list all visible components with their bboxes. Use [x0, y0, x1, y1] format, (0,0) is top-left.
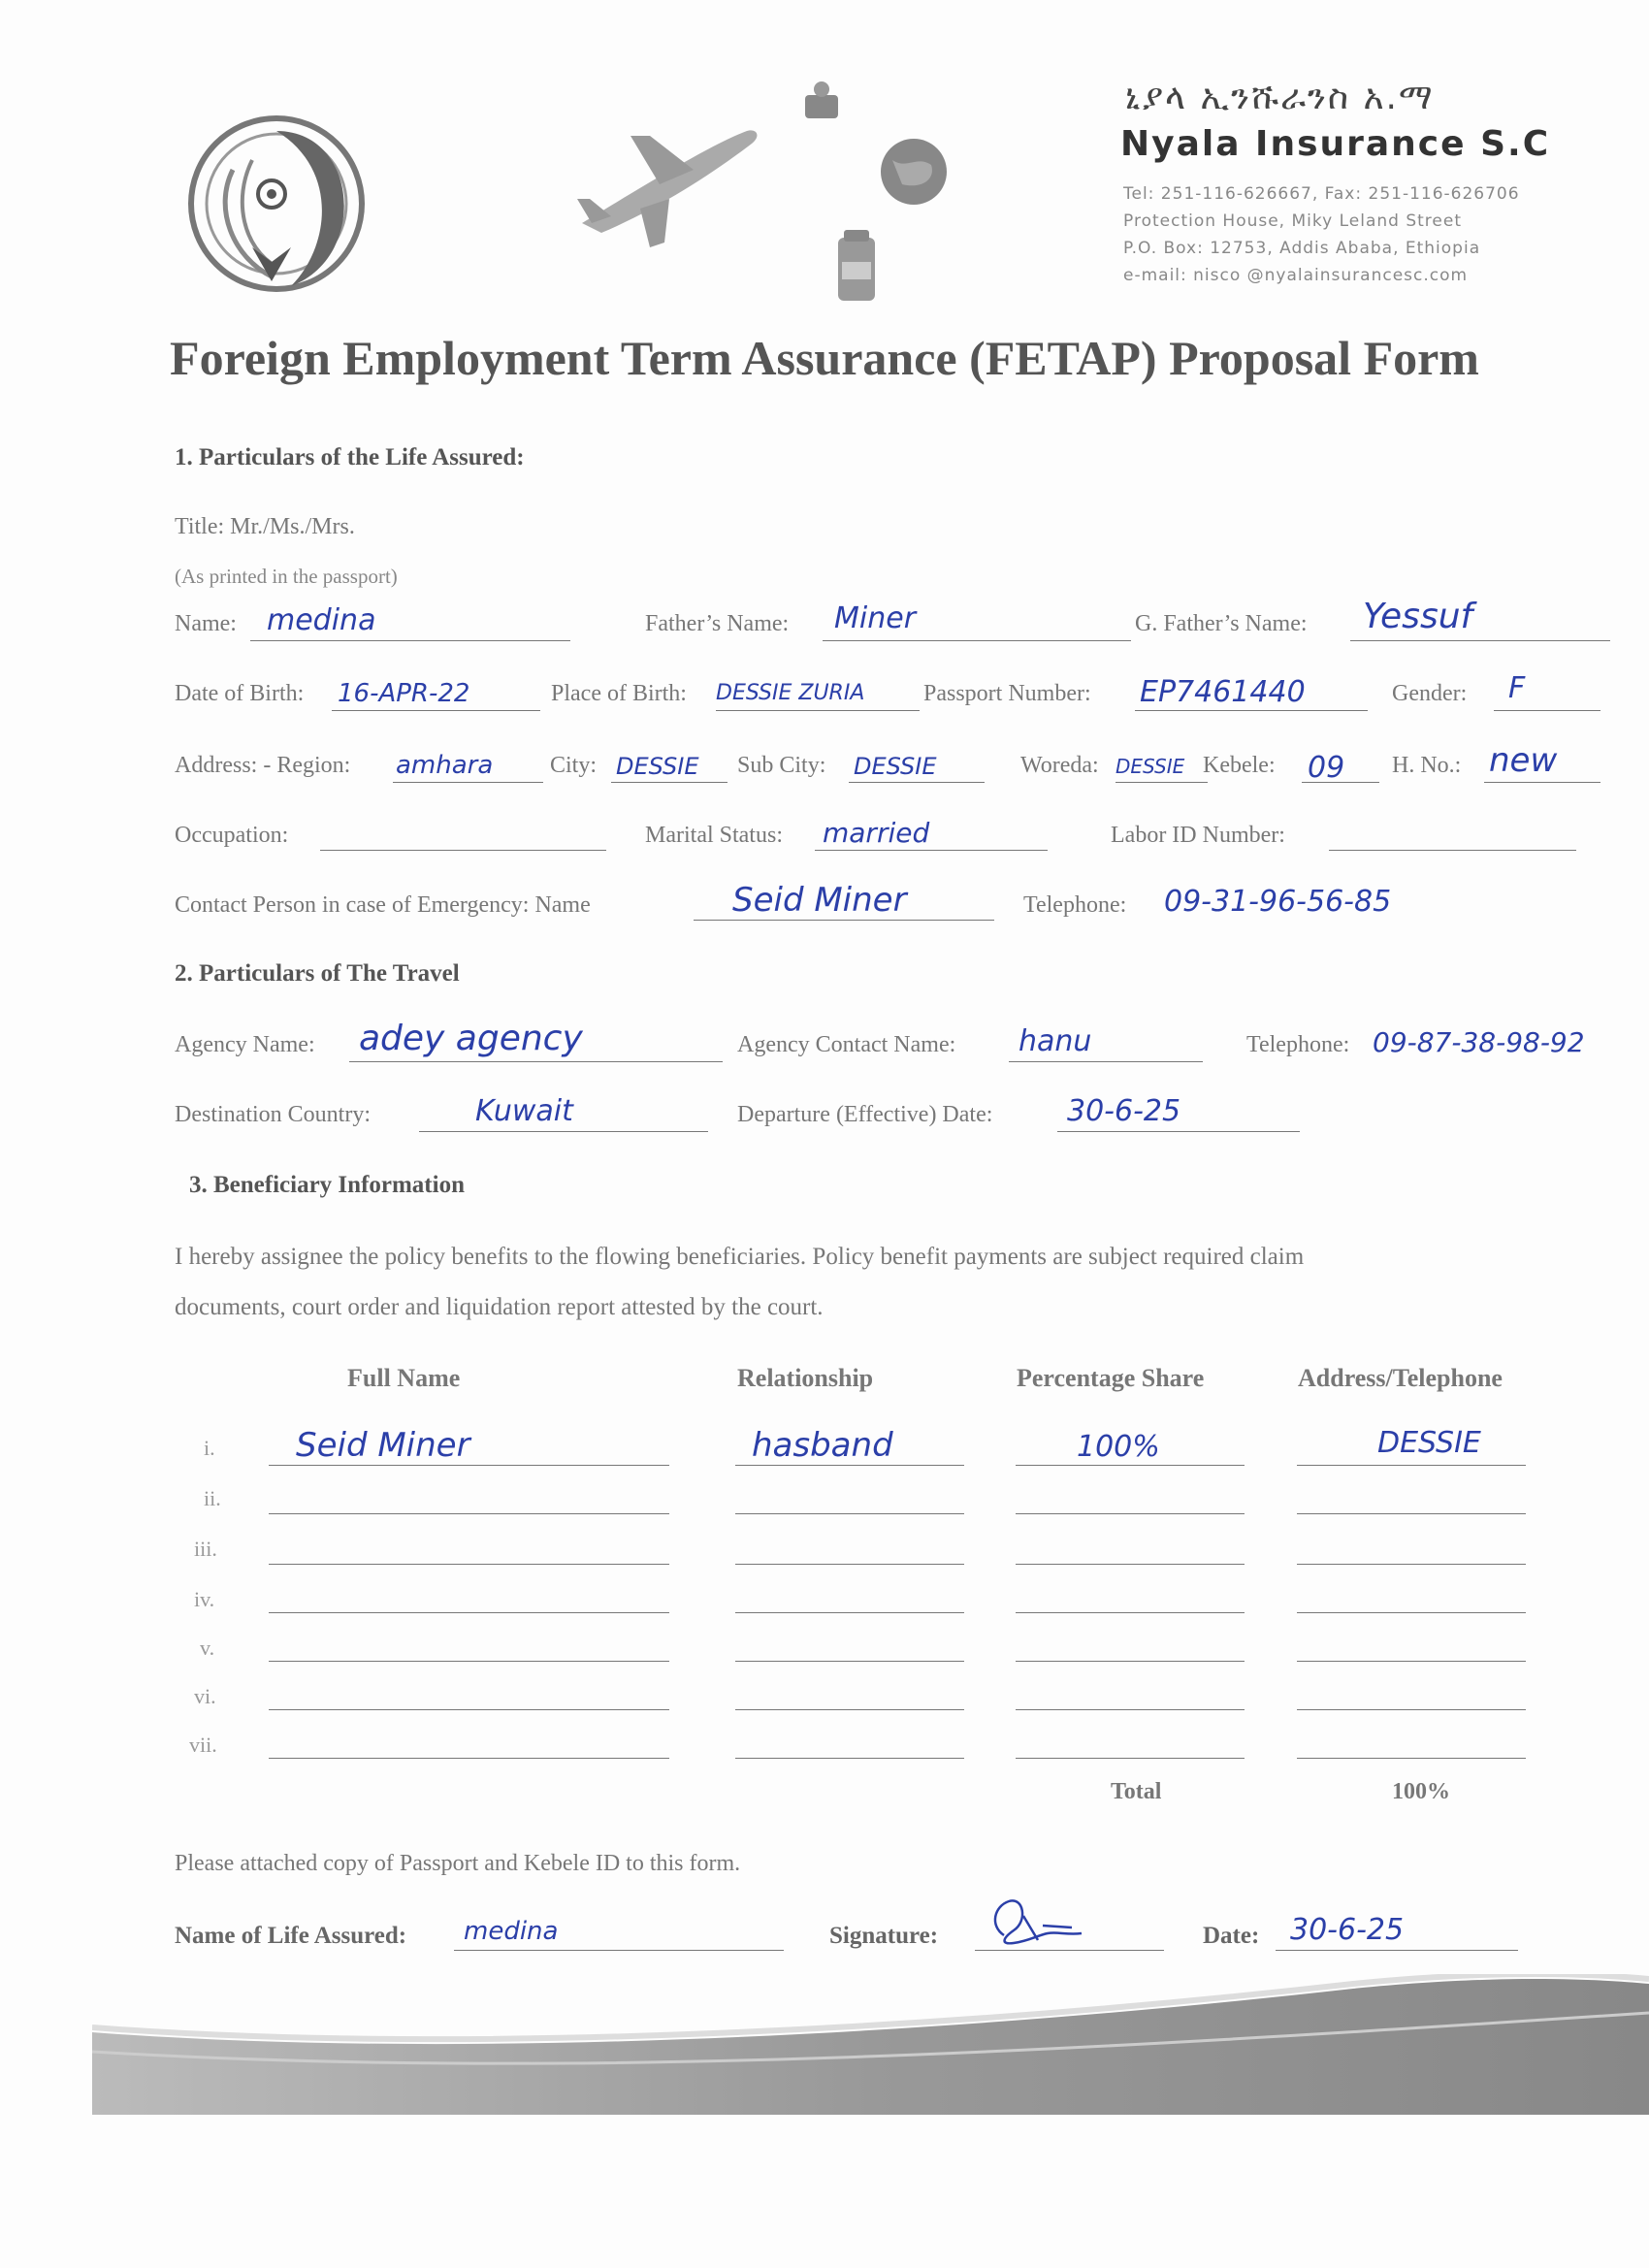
row-line — [1016, 1709, 1245, 1710]
departure-date-line — [1057, 1131, 1300, 1132]
row-line — [269, 1465, 669, 1466]
row-line — [269, 1758, 669, 1759]
region-label: Address: - Region: — [175, 753, 351, 778]
col-percentage-share: Percentage Share — [1017, 1364, 1205, 1392]
pob-field[interactable]: DESSIE ZURIA — [716, 681, 865, 705]
marital-status-field[interactable]: married — [823, 817, 930, 849]
passport-number-field[interactable]: EP7461440 — [1140, 675, 1306, 709]
row-line — [1016, 1758, 1245, 1759]
total-label: Total — [1111, 1779, 1162, 1804]
emergency-contact-field[interactable]: Seid Miner — [732, 881, 907, 920]
row-line — [1016, 1612, 1245, 1613]
agency-name-label: Agency Name: — [175, 1032, 315, 1057]
row-line — [735, 1758, 964, 1759]
title-label: Title: Mr./Ms./Mrs. — [175, 514, 355, 539]
emergency-contact-label: Contact Person in case of Emergency: Name — [175, 892, 591, 918]
city-label: City: — [550, 753, 598, 778]
section1-heading: 1. Particulars of the Life Assured: — [175, 444, 525, 470]
emergency-tel-label: Telephone: — [1023, 892, 1127, 918]
row-line — [1016, 1465, 1245, 1466]
row-line — [735, 1465, 964, 1466]
dob-line — [332, 710, 540, 711]
row-line — [1016, 1564, 1245, 1565]
attach-note: Please attached copy of Passport and Kebele ID to this form. — [175, 1851, 741, 1876]
bottle-icon — [832, 228, 881, 306]
beneficiary-share-field[interactable]: 100% — [1077, 1430, 1160, 1464]
company-name-amharic: ኒያላ ኢንሹራንስ አ.ማ — [1125, 78, 1435, 117]
city-field[interactable]: DESSIE — [616, 753, 699, 780]
subcity-field[interactable]: DESSIE — [854, 753, 937, 780]
airplane-icon — [572, 116, 766, 252]
occupation-label: Occupation: — [175, 823, 289, 848]
row-line — [269, 1709, 669, 1710]
region-field[interactable]: amhara — [396, 751, 494, 780]
row-line — [1016, 1513, 1245, 1514]
row-line — [1297, 1758, 1526, 1759]
emergency-tel-field[interactable]: 09-31-96-56-85 — [1164, 885, 1392, 919]
occupation-line — [320, 850, 606, 851]
crown-icon — [797, 78, 846, 126]
beneficiary-address-field[interactable]: DESSIE — [1377, 1426, 1481, 1460]
passport-number-line — [1135, 710, 1368, 711]
row-line — [1297, 1564, 1526, 1565]
labor-id-line — [1329, 850, 1576, 851]
city-line — [611, 782, 728, 783]
kebele-label: Kebele: — [1203, 753, 1276, 778]
passport-note: (As printed in the passport) — [175, 565, 398, 588]
row-line — [269, 1612, 669, 1613]
row-line — [735, 1709, 964, 1710]
name-field[interactable]: medina — [267, 603, 376, 637]
row-line — [269, 1513, 669, 1514]
gfather-name-line — [1350, 640, 1610, 641]
company-address: Protection House, Miky Leland Street — [1123, 211, 1462, 231]
row-line — [1016, 1661, 1245, 1662]
gfather-name-field[interactable]: Yessuf — [1363, 597, 1473, 636]
row-line — [1297, 1709, 1526, 1710]
agency-contact-line — [1009, 1061, 1203, 1062]
total-value: 100% — [1392, 1779, 1450, 1804]
row-line — [269, 1564, 669, 1565]
section3-heading: 3. Beneficiary Information — [189, 1172, 465, 1198]
row-line — [735, 1661, 964, 1662]
name-label: Name: — [175, 611, 237, 636]
date-label: Date: — [1203, 1923, 1260, 1949]
labor-id-label: Labor ID Number: — [1111, 823, 1285, 848]
departure-date-field[interactable]: 30-6-25 — [1067, 1094, 1181, 1128]
section2-heading: 2. Particulars of The Travel — [175, 960, 460, 987]
emergency-contact-line — [694, 920, 994, 921]
hno-label: H. No.: — [1392, 753, 1462, 778]
col-full-name: Full Name — [347, 1364, 461, 1392]
row-number: v. — [200, 1636, 215, 1660]
pob-label: Place of Birth: — [551, 681, 687, 706]
name-line — [250, 640, 570, 641]
marital-status-line — [815, 850, 1048, 851]
footer-wave-decoration — [92, 1974, 1649, 2115]
gender-line — [1494, 710, 1600, 711]
beneficiary-name-field[interactable]: Seid Miner — [296, 1426, 470, 1465]
life-assured-label: Name of Life Assured: — [175, 1923, 407, 1949]
row-line — [735, 1564, 964, 1565]
hno-line — [1484, 782, 1600, 783]
dob-label: Date of Birth: — [175, 681, 305, 706]
gfather-name-label: G. Father’s Name: — [1135, 611, 1308, 636]
agency-tel-field[interactable]: 09-87-38-98-92 — [1373, 1026, 1585, 1058]
pob-line — [716, 710, 920, 711]
row-line — [735, 1612, 964, 1613]
col-address-telephone: Address/Telephone — [1298, 1364, 1503, 1392]
destination-country-field[interactable]: Kuwait — [475, 1094, 573, 1128]
company-po-box: P.O. Box: 12753, Addis Ababa, Ethiopia — [1123, 239, 1481, 258]
row-line — [1297, 1661, 1526, 1662]
row-line — [1297, 1612, 1526, 1613]
dob-field[interactable]: 16-APR-22 — [338, 679, 470, 708]
beneficiary-paragraph — [175, 1232, 1581, 1333]
globe-icon — [878, 136, 951, 209]
date-line — [1276, 1950, 1518, 1951]
row-number: vii. — [189, 1733, 217, 1757]
region-line — [393, 782, 543, 783]
kebele-field[interactable]: 09 — [1308, 751, 1345, 785]
destination-country-label: Destination Country: — [175, 1102, 371, 1127]
agency-contact-field[interactable]: hanu — [1018, 1024, 1092, 1058]
row-number: iii. — [194, 1537, 217, 1561]
row-line — [269, 1661, 669, 1662]
signature-label: Signature: — [829, 1923, 939, 1949]
agency-tel-label: Telephone: — [1246, 1032, 1350, 1057]
subcity-label: Sub City: — [737, 753, 826, 778]
signature-image[interactable] — [985, 1887, 1091, 1955]
agency-name-line — [349, 1061, 723, 1062]
woreda-field[interactable]: DESSIE — [1116, 755, 1185, 778]
life-assured-field[interactable]: medina — [464, 1917, 559, 1946]
woreda-line — [1116, 782, 1208, 783]
company-name: Nyala Insurance S.C — [1120, 124, 1551, 164]
row-number: vi. — [194, 1684, 216, 1708]
departure-date-label: Departure (Effective) Date: — [737, 1102, 993, 1127]
agency-contact-label: Agency Contact Name: — [737, 1032, 956, 1057]
gender-label: Gender: — [1392, 681, 1468, 706]
beneficiary-paragraph-line2: documents, court order and liquidation report attested by the court. — [175, 1294, 824, 1320]
hno-field[interactable]: new — [1489, 741, 1558, 780]
marital-status-label: Marital Status: — [645, 823, 783, 848]
father-name-line — [823, 640, 1131, 641]
date-field[interactable]: 30-6-25 — [1290, 1913, 1405, 1947]
row-number: ii. — [204, 1486, 221, 1510]
row-line — [1297, 1513, 1526, 1514]
form-title: Foreign Employment Term Assurance (FETAP) Proposal Form — [170, 331, 1479, 385]
passport-number-label: Passport Number: — [923, 681, 1091, 706]
father-name-field[interactable]: Miner — [834, 601, 917, 635]
col-relationship: Relationship — [737, 1364, 874, 1392]
row-line — [735, 1513, 964, 1514]
beneficiary-relationship-field[interactable]: hasband — [752, 1426, 893, 1465]
gender-field[interactable]: F — [1508, 671, 1526, 705]
row-number: i. — [204, 1436, 215, 1460]
company-email: e-mail: nisco @nyalainsurancesc.com — [1123, 266, 1469, 285]
row-number: iv. — [194, 1587, 215, 1611]
beneficiary-paragraph-line1: I hereby assignee the policy benefits to the flowing beneficiaries. Policy benefit payments are subject required claim — [175, 1244, 1305, 1270]
life-assured-line — [454, 1950, 784, 1951]
company-logo — [175, 112, 388, 296]
agency-name-field[interactable]: adey agency — [359, 1019, 583, 1058]
row-line — [1297, 1465, 1526, 1466]
company-tel-fax: Tel: 251-116-626667, Fax: 251-116-626706 — [1123, 184, 1520, 204]
subcity-line — [849, 782, 985, 783]
father-name-label: Father’s Name: — [645, 611, 790, 636]
woreda-label: Woreda: — [1020, 753, 1099, 778]
destination-country-line — [419, 1131, 708, 1132]
